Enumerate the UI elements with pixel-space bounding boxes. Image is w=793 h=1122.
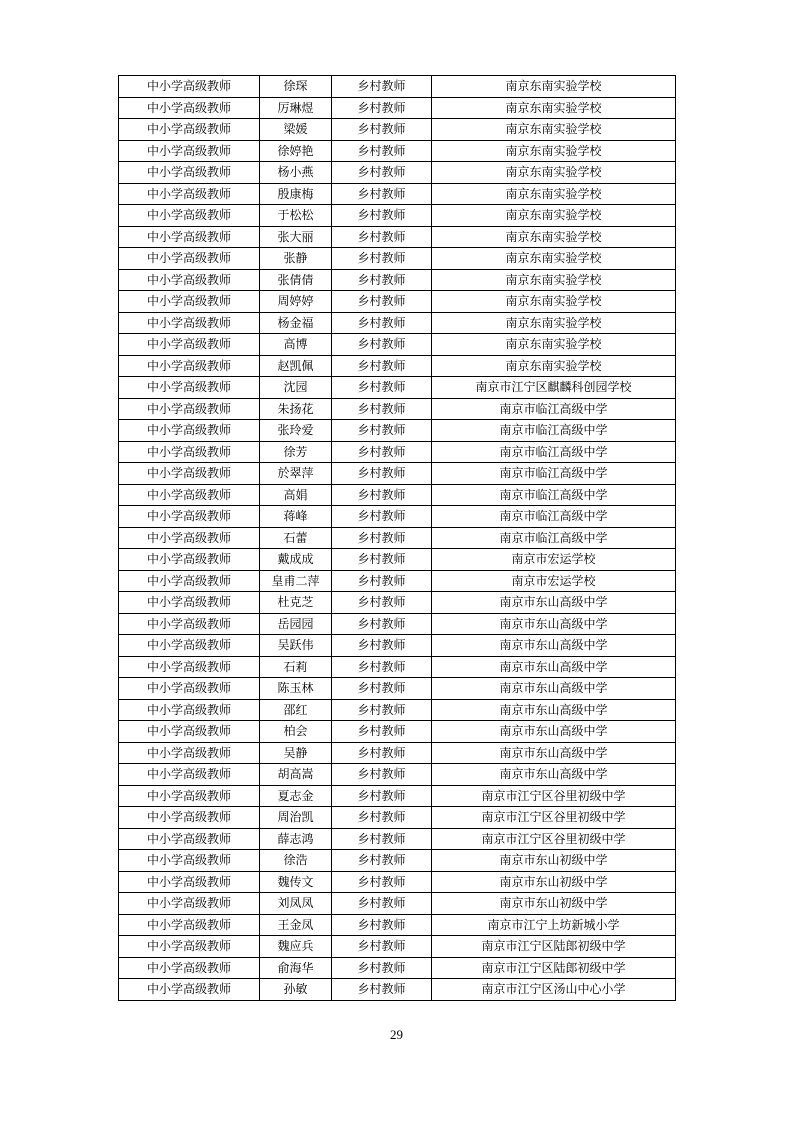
table-row [119, 484, 676, 506]
title-cell: 中小学高级教师 [119, 871, 260, 893]
category-cell: 乡村教师 [332, 936, 432, 958]
category-cell: 乡村教师 [332, 248, 432, 270]
school-cell: 南京市东山高级中学 [432, 635, 676, 657]
name-cell: 周治凯 [260, 807, 332, 829]
name-cell: 张静 [260, 248, 332, 270]
title-cell: 中小学高级教师 [119, 807, 260, 829]
category-cell: 乡村教师 [332, 893, 432, 915]
title-cell: 中小学高级教师 [119, 291, 260, 313]
category-cell: 乡村教师 [332, 484, 432, 506]
category-cell: 乡村教师 [332, 914, 432, 936]
title-cell: 中小学高级教师 [119, 828, 260, 850]
title-cell: 中小学高级教师 [119, 162, 260, 184]
name-cell: 戴成成 [260, 549, 332, 571]
school-cell: 南京市临江高级中学 [432, 527, 676, 549]
name-cell: 张倩倩 [260, 269, 332, 291]
category-cell: 乡村教师 [332, 656, 432, 678]
table-row [119, 807, 676, 829]
name-cell: 邵红 [260, 699, 332, 721]
category-cell: 乡村教师 [332, 506, 432, 528]
category-cell: 乡村教师 [332, 183, 432, 205]
name-cell: 胡高嵩 [260, 764, 332, 786]
school-cell: 南京市临江高级中学 [432, 441, 676, 463]
name-cell: 朱扬花 [260, 398, 332, 420]
table-row [119, 269, 676, 291]
name-cell: 陈玉林 [260, 678, 332, 700]
school-cell: 南京市东山初级中学 [432, 850, 676, 872]
title-cell: 中小学高级教师 [119, 721, 260, 743]
school-cell: 南京东南实验学校 [432, 248, 676, 270]
table-row [119, 226, 676, 248]
school-cell: 南京东南实验学校 [432, 76, 676, 98]
school-cell: 南京市临江高级中学 [432, 463, 676, 485]
school-cell: 南京市东山高级中学 [432, 613, 676, 635]
title-cell: 中小学高级教师 [119, 269, 260, 291]
table-row [119, 140, 676, 162]
table-row [119, 527, 676, 549]
title-cell: 中小学高级教师 [119, 936, 260, 958]
category-cell: 乡村教师 [332, 699, 432, 721]
table-row [119, 979, 676, 1001]
name-cell: 徐琛 [260, 76, 332, 98]
name-cell: 于松松 [260, 205, 332, 227]
school-cell: 南京市临江高级中学 [432, 484, 676, 506]
school-cell: 南京东南实验学校 [432, 269, 676, 291]
category-cell: 乡村教师 [332, 291, 432, 313]
school-cell: 南京市东山高级中学 [432, 742, 676, 764]
category-cell: 乡村教师 [332, 549, 432, 571]
table-row [119, 377, 676, 399]
table-row [119, 420, 676, 442]
name-cell: 张大丽 [260, 226, 332, 248]
table-row [119, 398, 676, 420]
name-cell: 杜克芝 [260, 592, 332, 614]
category-cell: 乡村教师 [332, 140, 432, 162]
title-cell: 中小学高级教师 [119, 248, 260, 270]
table-row [119, 656, 676, 678]
title-cell: 中小学高级教师 [119, 355, 260, 377]
name-cell: 皇甫二萍 [260, 570, 332, 592]
name-cell: 吴静 [260, 742, 332, 764]
table-row [119, 785, 676, 807]
school-cell: 南京市江宁区陆郎初级中学 [432, 936, 676, 958]
school-cell: 南京市东山高级中学 [432, 678, 676, 700]
table-row [119, 463, 676, 485]
category-cell: 乡村教师 [332, 377, 432, 399]
name-cell: 孙敏 [260, 979, 332, 1001]
table-row [119, 570, 676, 592]
category-cell: 乡村教师 [332, 635, 432, 657]
category-cell: 乡村教师 [332, 97, 432, 119]
school-cell: 南京市东山高级中学 [432, 721, 676, 743]
table-row [119, 162, 676, 184]
category-cell: 乡村教师 [332, 871, 432, 893]
name-cell: 沈园 [260, 377, 332, 399]
name-cell: 蒋峰 [260, 506, 332, 528]
school-cell: 南京东南实验学校 [432, 312, 676, 334]
category-cell: 乡村教师 [332, 162, 432, 184]
name-cell: 石莉 [260, 656, 332, 678]
category-cell: 乡村教师 [332, 807, 432, 829]
name-cell: 徐浩 [260, 850, 332, 872]
school-cell: 南京东南实验学校 [432, 205, 676, 227]
page-number: 29 [390, 1027, 403, 1042]
school-cell: 南京市东山高级中学 [432, 592, 676, 614]
title-cell: 中小学高级教师 [119, 334, 260, 356]
name-cell: 杨金福 [260, 312, 332, 334]
school-cell: 南京东南实验学校 [432, 183, 676, 205]
table-row [119, 441, 676, 463]
title-cell: 中小学高级教师 [119, 979, 260, 1001]
name-cell: 杨小燕 [260, 162, 332, 184]
school-cell: 南京东南实验学校 [432, 334, 676, 356]
table-row [119, 850, 676, 872]
category-cell: 乡村教师 [332, 957, 432, 979]
name-cell: 梁媛 [260, 119, 332, 141]
school-cell: 南京市宏运学校 [432, 549, 676, 571]
school-cell: 南京市东山高级中学 [432, 764, 676, 786]
title-cell: 中小学高级教师 [119, 441, 260, 463]
title-cell: 中小学高级教师 [119, 76, 260, 98]
table-row [119, 871, 676, 893]
title-cell: 中小学高级教师 [119, 205, 260, 227]
name-cell: 殷康梅 [260, 183, 332, 205]
name-cell: 高娟 [260, 484, 332, 506]
title-cell: 中小学高级教师 [119, 592, 260, 614]
table-row [119, 764, 676, 786]
name-cell: 柏会 [260, 721, 332, 743]
school-cell: 南京东南实验学校 [432, 119, 676, 141]
table-row [119, 312, 676, 334]
school-cell: 南京市江宁区汤山中心小学 [432, 979, 676, 1001]
school-cell: 南京市东山初级中学 [432, 893, 676, 915]
table-row [119, 592, 676, 614]
category-cell: 乡村教师 [332, 570, 432, 592]
school-cell: 南京市宏运学校 [432, 570, 676, 592]
table-row [119, 678, 676, 700]
category-cell: 乡村教师 [332, 678, 432, 700]
table-row [119, 205, 676, 227]
title-cell: 中小学高级教师 [119, 420, 260, 442]
title-cell: 中小学高级教师 [119, 764, 260, 786]
table-row [119, 914, 676, 936]
title-cell: 中小学高级教师 [119, 635, 260, 657]
title-cell: 中小学高级教师 [119, 850, 260, 872]
name-cell: 薛志鸿 [260, 828, 332, 850]
name-cell: 徐婷艳 [260, 140, 332, 162]
table-row [119, 742, 676, 764]
table-row [119, 721, 676, 743]
teacher-list-table [118, 75, 676, 1001]
table-body [119, 76, 676, 1001]
title-cell: 中小学高级教师 [119, 914, 260, 936]
table-row [119, 119, 676, 141]
category-cell: 乡村教师 [332, 785, 432, 807]
name-cell: 吴跃伟 [260, 635, 332, 657]
category-cell: 乡村教师 [332, 398, 432, 420]
name-cell: 石蕾 [260, 527, 332, 549]
title-cell: 中小学高级教师 [119, 226, 260, 248]
title-cell: 中小学高级教师 [119, 957, 260, 979]
name-cell: 岳园园 [260, 613, 332, 635]
table-row [119, 828, 676, 850]
school-cell: 南京东南实验学校 [432, 355, 676, 377]
title-cell: 中小学高级教师 [119, 506, 260, 528]
table-row [119, 291, 676, 313]
category-cell: 乡村教师 [332, 979, 432, 1001]
category-cell: 乡村教师 [332, 420, 432, 442]
table-row [119, 248, 676, 270]
title-cell: 中小学高级教师 [119, 699, 260, 721]
category-cell: 乡村教师 [332, 119, 432, 141]
category-cell: 乡村教师 [332, 764, 432, 786]
name-cell: 魏应兵 [260, 936, 332, 958]
table-row [119, 355, 676, 377]
table-row [119, 893, 676, 915]
table-row [119, 635, 676, 657]
title-cell: 中小学高级教师 [119, 742, 260, 764]
title-cell: 中小学高级教师 [119, 463, 260, 485]
category-cell: 乡村教师 [332, 355, 432, 377]
name-cell: 周婷婷 [260, 291, 332, 313]
category-cell: 乡村教师 [332, 592, 432, 614]
school-cell: 南京市东山初级中学 [432, 871, 676, 893]
name-cell: 徐芳 [260, 441, 332, 463]
title-cell: 中小学高级教师 [119, 570, 260, 592]
title-cell: 中小学高级教师 [119, 312, 260, 334]
school-cell: 南京东南实验学校 [432, 162, 676, 184]
table-row [119, 506, 676, 528]
category-cell: 乡村教师 [332, 441, 432, 463]
category-cell: 乡村教师 [332, 226, 432, 248]
category-cell: 乡村教师 [332, 527, 432, 549]
title-cell: 中小学高级教师 [119, 97, 260, 119]
title-cell: 中小学高级教师 [119, 613, 260, 635]
table-row [119, 334, 676, 356]
category-cell: 乡村教师 [332, 76, 432, 98]
name-cell: 高博 [260, 334, 332, 356]
name-cell: 夏志金 [260, 785, 332, 807]
title-cell: 中小学高级教师 [119, 527, 260, 549]
name-cell: 於翠萍 [260, 463, 332, 485]
school-cell: 南京市临江高级中学 [432, 506, 676, 528]
school-cell: 南京东南实验学校 [432, 226, 676, 248]
title-cell: 中小学高级教师 [119, 183, 260, 205]
title-cell: 中小学高级教师 [119, 377, 260, 399]
category-cell: 乡村教师 [332, 742, 432, 764]
school-cell: 南京东南实验学校 [432, 140, 676, 162]
school-cell: 南京市江宁上坊新城小学 [432, 914, 676, 936]
title-cell: 中小学高级教师 [119, 119, 260, 141]
category-cell: 乡村教师 [332, 613, 432, 635]
category-cell: 乡村教师 [332, 312, 432, 334]
category-cell: 乡村教师 [332, 463, 432, 485]
category-cell: 乡村教师 [332, 850, 432, 872]
school-cell: 南京市东山高级中学 [432, 699, 676, 721]
title-cell: 中小学高级教师 [119, 785, 260, 807]
category-cell: 乡村教师 [332, 269, 432, 291]
title-cell: 中小学高级教师 [119, 140, 260, 162]
school-cell: 南京东南实验学校 [432, 291, 676, 313]
table-row [119, 613, 676, 635]
table-row [119, 183, 676, 205]
title-cell: 中小学高级教师 [119, 893, 260, 915]
name-cell: 张玲爱 [260, 420, 332, 442]
name-cell: 魏传文 [260, 871, 332, 893]
school-cell: 南京市临江高级中学 [432, 420, 676, 442]
school-cell: 南京市江宁区谷里初级中学 [432, 807, 676, 829]
school-cell: 南京市临江高级中学 [432, 398, 676, 420]
title-cell: 中小学高级教师 [119, 678, 260, 700]
category-cell: 乡村教师 [332, 721, 432, 743]
school-cell: 南京东南实验学校 [432, 97, 676, 119]
school-cell: 南京市江宁区麒麟科创园学校 [432, 377, 676, 399]
name-cell: 刘凤凤 [260, 893, 332, 915]
name-cell: 王金凤 [260, 914, 332, 936]
title-cell: 中小学高级教师 [119, 656, 260, 678]
title-cell: 中小学高级教师 [119, 549, 260, 571]
name-cell: 厉琳煜 [260, 97, 332, 119]
category-cell: 乡村教师 [332, 828, 432, 850]
table-row [119, 936, 676, 958]
table-row [119, 549, 676, 571]
name-cell: 赵凯佩 [260, 355, 332, 377]
table-row [119, 97, 676, 119]
category-cell: 乡村教师 [332, 205, 432, 227]
title-cell: 中小学高级教师 [119, 484, 260, 506]
table-row [119, 957, 676, 979]
school-cell: 南京市江宁区谷里初级中学 [432, 785, 676, 807]
title-cell: 中小学高级教师 [119, 398, 260, 420]
table-row [119, 76, 676, 98]
school-cell: 南京市江宁区陆郎初级中学 [432, 957, 676, 979]
category-cell: 乡村教师 [332, 334, 432, 356]
school-cell: 南京市东山高级中学 [432, 656, 676, 678]
name-cell: 俞海华 [260, 957, 332, 979]
school-cell: 南京市江宁区谷里初级中学 [432, 828, 676, 850]
table-row [119, 699, 676, 721]
